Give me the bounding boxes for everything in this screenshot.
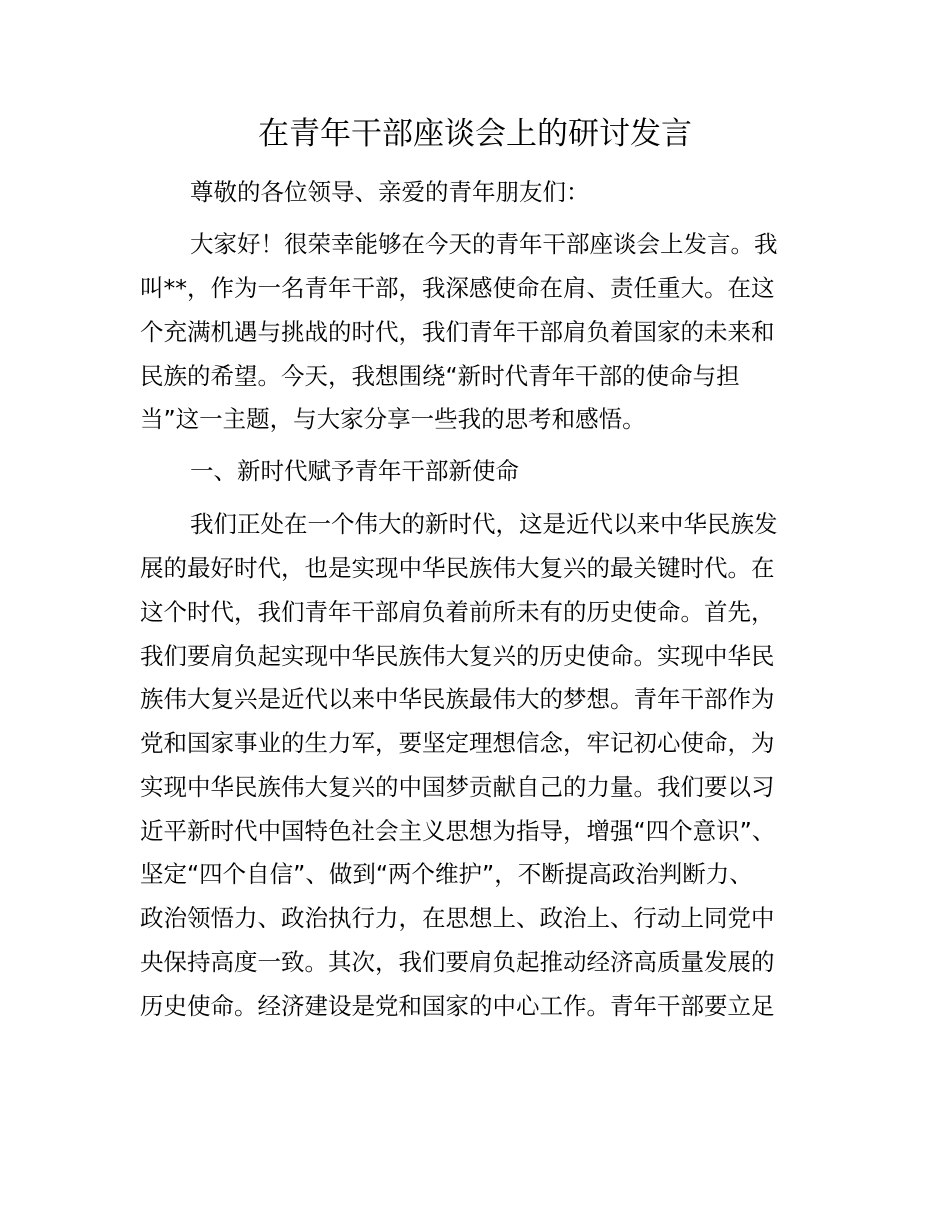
paragraph-line: 族伟大复兴是近代以来中华民族最伟大的梦想。青年干部作为 bbox=[140, 685, 775, 713]
paragraph-line: 我们要肩负起实现中华民族伟大复兴的历史使命。实现中华民 bbox=[140, 642, 775, 670]
salutation: 尊敬的各位领导、亲爱的青年朋友们： bbox=[190, 178, 590, 206]
paragraph-line: 这个时代，我们青年干部肩负着前所未有的历史使命。首先， bbox=[140, 598, 775, 626]
paragraph-line: 政治领悟力、政治执行力，在思想上、政治上、行动上同党中 bbox=[140, 904, 775, 932]
paragraph-line: 叫**，作为一名青年干部，我深感使命在肩、责任重大。在这 bbox=[140, 274, 775, 302]
paragraph-line: 民族的希望。今天，我想围绕“新时代青年干部的使命与担 bbox=[140, 362, 740, 390]
paragraph-line: 实现中华民族伟大复兴的中国梦贡献自己的力量。我们要以习 bbox=[140, 773, 775, 801]
paragraph-line: 党和国家事业的生力军，要坚定理想信念，牢记初心使命，为 bbox=[140, 729, 775, 757]
paragraph-line: 大家好！很荣幸能够在今天的青年干部座谈会上发言。我 bbox=[190, 230, 778, 258]
paragraph-line: 个充满机遇与挑战的时代，我们青年干部肩负着国家的未来和 bbox=[140, 318, 775, 346]
paragraph-line: 央保持高度一致。其次，我们要肩负起推动经济高质量发展的 bbox=[140, 948, 775, 976]
document-title: 在青年干部座谈会上的研讨发言 bbox=[258, 116, 692, 152]
paragraph-line: 历史使命。经济建设是党和国家的中心工作。青年干部要立足 bbox=[140, 992, 775, 1020]
paragraph-line: 我们正处在一个伟大的新时代，这是近代以来中华民族发 bbox=[190, 510, 778, 538]
paragraph-line: 坚定“四个自信”、做到“两个维护”，不断提高政治判断力、 bbox=[140, 860, 753, 888]
paragraph-line: 当”这一主题，与大家分享一些我的思考和感悟。 bbox=[140, 405, 646, 433]
section-heading: 一、新时代赋予青年干部新使命 bbox=[190, 457, 519, 485]
paragraph-line: 展的最好时代，也是实现中华民族伟大复兴的最关键时代。在 bbox=[140, 554, 775, 582]
paragraph-line: 近平新时代中国特色社会主义思想为指导，增强“四个意识”、 bbox=[140, 817, 776, 845]
